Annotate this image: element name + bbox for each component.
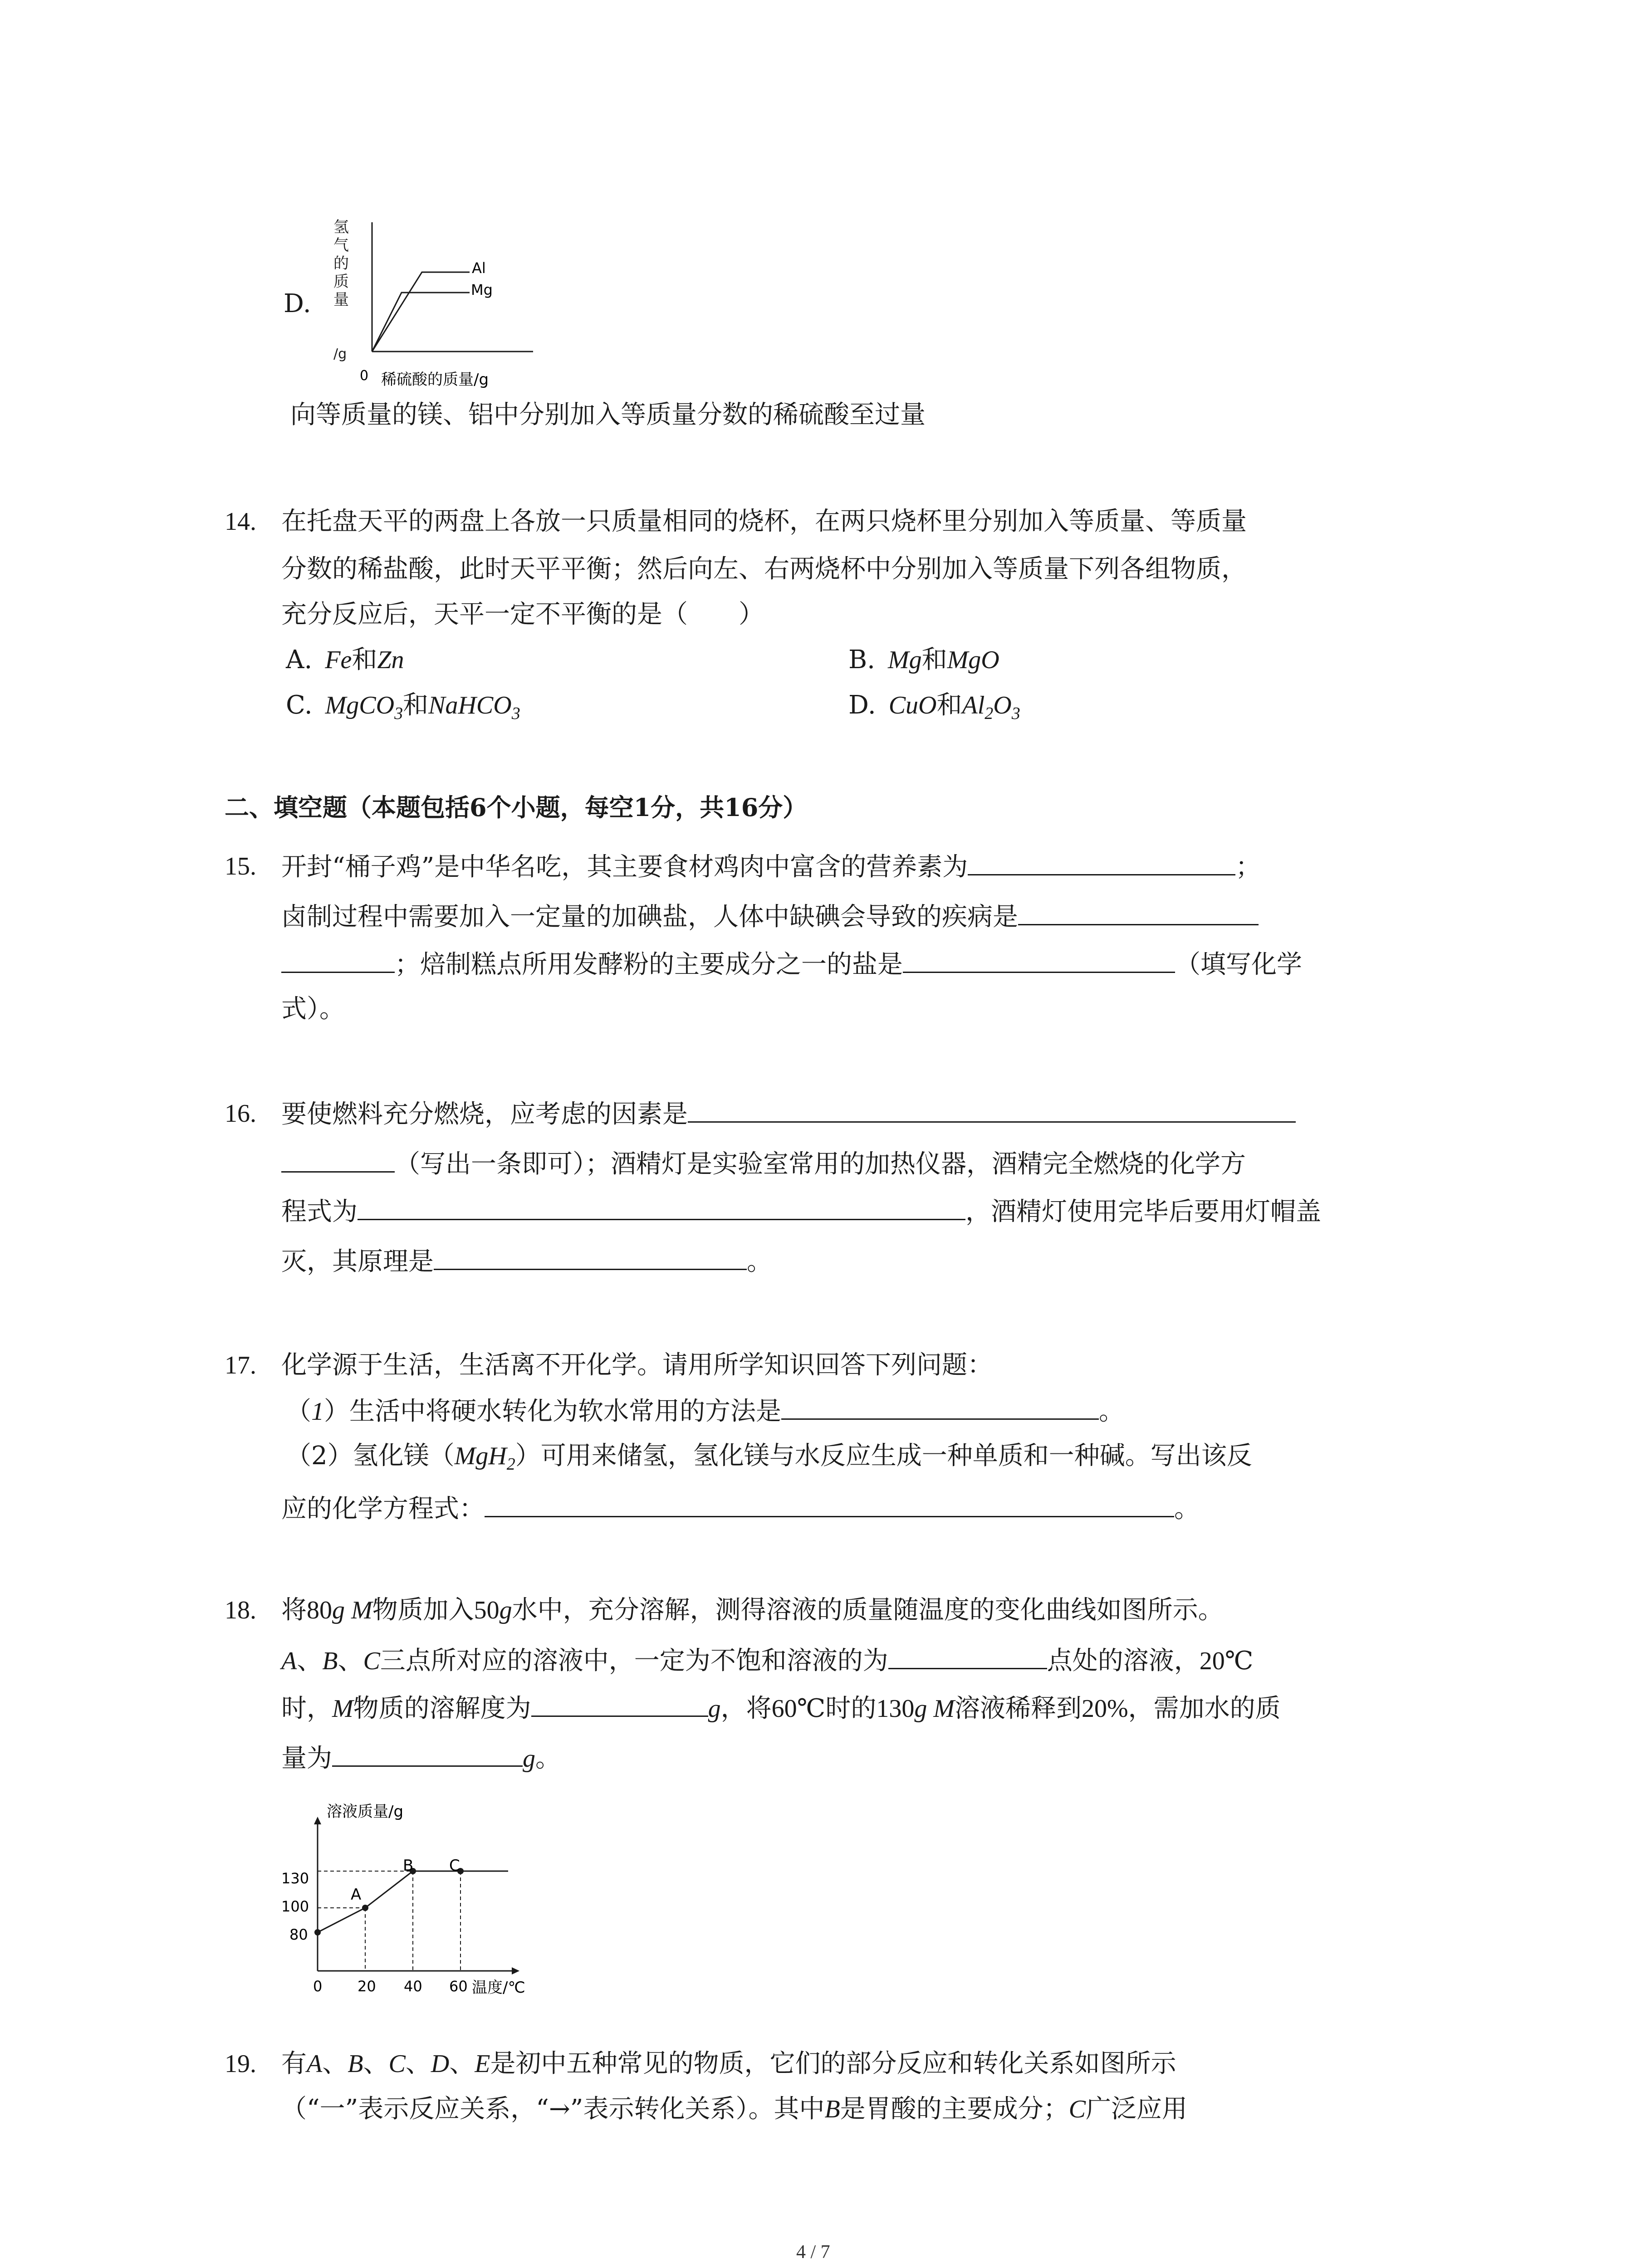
q13d-series-mg-label: Mg bbox=[471, 281, 493, 298]
q16-blank-1a[interactable] bbox=[688, 1098, 1296, 1123]
q19-l1-sep1: 、 bbox=[322, 2049, 348, 2078]
q15-line-4: 式）。 bbox=[281, 994, 345, 1024]
q18-point-start bbox=[314, 1929, 321, 1936]
q18-number: 18. bbox=[225, 1596, 256, 1624]
q18-point-label-c: C bbox=[449, 1857, 460, 1875]
q16-l4-text-b: 。 bbox=[747, 1247, 772, 1276]
q14-d-label: D. bbox=[848, 690, 876, 720]
q13-option-d-label: D. bbox=[284, 289, 311, 318]
q14-d-he: 和 bbox=[936, 690, 962, 720]
q18-l3-c: ，将 bbox=[720, 1694, 772, 1723]
q18-xtick-0: 0 bbox=[313, 1978, 323, 1995]
q19-l1-C: C bbox=[388, 2050, 406, 2078]
q14-a-label: A. bbox=[286, 645, 313, 675]
q17-blank-1[interactable] bbox=[781, 1395, 1099, 1420]
q18-l3-n1: 60℃ bbox=[771, 1695, 826, 1723]
q18-blank-2[interactable] bbox=[531, 1692, 708, 1717]
q17-line-3 bbox=[286, 1440, 1252, 1472]
q17-l2-index: 1 bbox=[311, 1398, 324, 1426]
q18-point-label-a: A bbox=[351, 1886, 362, 1904]
q19-l1-B: B bbox=[348, 2050, 363, 2078]
q14-d-f1: CuO bbox=[888, 691, 937, 719]
q15-blank-3[interactable] bbox=[903, 948, 1175, 973]
q18-l1-b: 物质加入 bbox=[372, 1595, 474, 1625]
q18-l2-b: 点处的溶液， bbox=[1047, 1646, 1200, 1676]
q15-line-2 bbox=[281, 900, 1259, 933]
q16-l3-text-b: ，酒精灯使用完毕后要用灯帽盖 bbox=[965, 1197, 1321, 1227]
q18-chart-x-arrow bbox=[512, 1967, 519, 1975]
q16-blank-3[interactable] bbox=[434, 1245, 747, 1270]
q18-xtick-40: 40 bbox=[404, 1978, 422, 1995]
q19-l1-A: A bbox=[307, 2050, 323, 2078]
q16-l4-text-a: 灭，其原理是 bbox=[281, 1247, 434, 1276]
q14-c-f1: MgCO bbox=[325, 691, 395, 719]
q18-line-4 bbox=[281, 1742, 561, 1774]
q18-chart bbox=[268, 1796, 549, 2000]
q18-blank-1[interactable] bbox=[888, 1644, 1047, 1669]
q13d-origin: 0 bbox=[360, 368, 369, 384]
q18-l3-b: 物质的溶解度为 bbox=[353, 1694, 531, 1723]
q18-l2-B: B bbox=[322, 1647, 338, 1675]
q17-line-4 bbox=[281, 1492, 1200, 1525]
q18-l3-m2: M bbox=[933, 1695, 955, 1723]
q13d-x-label: 稀硫酸的质量/g bbox=[381, 371, 489, 389]
q19-l1-sep3: 、 bbox=[405, 2049, 431, 2078]
q15-l2-text: 卤制过程中需要加入一定量的加碘盐，人体中缺碘会导致的疾病是 bbox=[281, 902, 1018, 932]
q18-l4-u: g bbox=[523, 1745, 535, 1773]
q19-l2-B: B bbox=[824, 2095, 840, 2123]
q14-d-f2a: Al bbox=[962, 691, 985, 719]
q14-c-he: 和 bbox=[403, 690, 429, 720]
q18-line-3 bbox=[281, 1692, 1281, 1725]
q18-l2-n: 20℃ bbox=[1199, 1647, 1254, 1675]
page-number: 4 / 7 bbox=[796, 2242, 830, 2263]
q14-option-a[interactable] bbox=[286, 644, 404, 676]
q19-l1-b: 是初中五种常见的物质，它们的部分反应和转化关系如图所示 bbox=[490, 2049, 1176, 2078]
q13d-y-char-4: 质 bbox=[333, 273, 349, 291]
q18-point-a bbox=[362, 1905, 368, 1911]
q17-line-1: 化学源于生活，生活离不开化学。请用所学知识回答下列问题： bbox=[281, 1350, 993, 1380]
q19-l1-sep2: 、 bbox=[363, 2049, 389, 2078]
q15-blank-1[interactable] bbox=[968, 850, 1235, 875]
q18-l2-sep1: 、 bbox=[297, 1646, 323, 1676]
q19-line-1 bbox=[281, 2048, 1176, 2080]
q13d-line-al bbox=[372, 272, 470, 352]
q16-line-2 bbox=[281, 1148, 1246, 1180]
q18-l1-u2: g bbox=[499, 1596, 512, 1624]
q14-c-f1-sub: 3 bbox=[394, 704, 403, 723]
q18-l3-a: 时， bbox=[281, 1694, 332, 1723]
q18-ytick-130: 130 bbox=[281, 1870, 309, 1887]
q13d-chart bbox=[324, 213, 542, 404]
q18-l3-e: 溶液稀释到 bbox=[954, 1694, 1082, 1723]
q16-l3-text-a: 程式为 bbox=[281, 1197, 358, 1227]
q19-l2-b: 是胃酸的主要成分； bbox=[840, 2094, 1069, 2124]
q18-l1-u1: g bbox=[332, 1596, 345, 1624]
section-2-title: 二、填空题（本题包括6个小题，每空1分，共16分） bbox=[225, 793, 808, 822]
q17-line-2 bbox=[286, 1395, 1124, 1427]
q18-l3-n2: 130 bbox=[876, 1695, 915, 1723]
q18-l2-sep2: 、 bbox=[338, 1646, 363, 1676]
q17-l3-open: （2）氢化镁（ bbox=[286, 1441, 455, 1471]
q15-blank-2b[interactable] bbox=[281, 948, 395, 973]
q17-blank-2[interactable] bbox=[485, 1492, 1174, 1517]
q14-c-f2-sub: 3 bbox=[511, 704, 520, 723]
q18-l1-a: 将 bbox=[281, 1595, 307, 1625]
q18-ytick-80: 80 bbox=[289, 1926, 308, 1943]
q19-l2-C: C bbox=[1068, 2095, 1086, 2123]
q18-l1-m: M bbox=[351, 1596, 372, 1624]
q18-l4-end: 。 bbox=[535, 1744, 561, 1773]
q13d-y-char-5: 量 bbox=[333, 291, 349, 309]
q14-d-f2s1: 2 bbox=[985, 704, 994, 723]
q16-l1-text: 要使燃料充分燃烧，应考虑的因素是 bbox=[281, 1100, 688, 1129]
q13d-y-char-2: 气 bbox=[333, 236, 349, 254]
q14-number: 14. bbox=[225, 508, 256, 536]
q14-d-f2s2: 3 bbox=[1011, 704, 1020, 723]
q18-ytick-100: 100 bbox=[281, 1898, 309, 1915]
q18-chart-plot bbox=[314, 1868, 508, 1971]
q18-xtick-20: 20 bbox=[358, 1978, 376, 1995]
q18-chart-y-title: 溶液质量/g bbox=[327, 1803, 404, 1821]
q18-chart-x-title: 温度/℃ bbox=[472, 1979, 525, 1997]
q17-l2-text: ）生活中将硬水转化为软水常用的方法是 bbox=[324, 1397, 781, 1426]
q15-number: 15. bbox=[225, 852, 256, 880]
q15-line-1 bbox=[281, 850, 1261, 883]
q15-l3-text: ；焙制糕点所用发酵粉的主要成分之一的盐是 bbox=[395, 950, 903, 979]
q14-line-1: 在托盘天平的两盘上各放一只质量相同的烧杯，在两只烧杯里分别加入等质量、等质量 bbox=[281, 507, 1247, 536]
q18-l1-c: 水中，充分溶解，测得溶液的质量随温度的变化曲线如图所示。 bbox=[512, 1595, 1224, 1625]
q18-point-label-b: B bbox=[403, 1857, 414, 1875]
q17-l4-end: 。 bbox=[1174, 1494, 1200, 1524]
q14-b-f2: MgO bbox=[947, 646, 999, 674]
q18-l3-m: M bbox=[332, 1695, 353, 1723]
q18-l3-u: g bbox=[708, 1695, 721, 1723]
q17-number: 17. bbox=[225, 1351, 256, 1379]
q14-line-2: 分数的稀盐酸，此时天平平衡；然后向左、右两烧杯中分别加入等质量下列各组物质， bbox=[281, 554, 1247, 584]
q17-l3-text: ）可用来储氢，氢化镁与水反应生成一种单质和一种碱。写出该反 bbox=[515, 1441, 1252, 1471]
q13d-y-label bbox=[333, 218, 349, 362]
q19-l1-sep4: 、 bbox=[449, 2049, 475, 2078]
q18-l1-n2: 50 bbox=[474, 1596, 500, 1624]
q16-number: 16. bbox=[225, 1100, 256, 1128]
q16-line-1 bbox=[281, 1098, 1296, 1130]
q16-line-4 bbox=[281, 1245, 772, 1278]
q15-l1-end: ； bbox=[1235, 852, 1261, 882]
q14-option-d[interactable] bbox=[848, 689, 1020, 721]
q13d-y-char-3: 的 bbox=[333, 254, 349, 273]
q18-line-2 bbox=[281, 1644, 1253, 1677]
q14-d-f2b: O bbox=[993, 691, 1012, 719]
q16-l2-text: （写出一条即可）；酒精灯是实验室常用的加热仪器，酒精完全燃烧的化学方 bbox=[395, 1149, 1246, 1179]
q18-l3-d: 时的 bbox=[825, 1694, 877, 1723]
q17-l2-end: 。 bbox=[1099, 1397, 1124, 1426]
q14-a-f2: Zn bbox=[377, 646, 404, 674]
q14-b-f1: Mg bbox=[887, 646, 922, 674]
q14-option-b[interactable] bbox=[848, 644, 999, 676]
q14-b-label: B. bbox=[848, 645, 875, 675]
q18-l2-A: A bbox=[281, 1647, 297, 1675]
q19-l2-a: （“一”表示反应关系，“→”表示转化关系）。其中 bbox=[281, 2094, 825, 2124]
q14-a-f1: Fe bbox=[325, 646, 352, 674]
q13d-line-mg bbox=[372, 293, 470, 352]
q14-line-3: 充分反应后，天平一定不平衡的是（ ） bbox=[281, 600, 764, 629]
q17-l3-formula: MgH bbox=[454, 1442, 507, 1470]
q19-line-2 bbox=[281, 2093, 1187, 2125]
q17-l3-sub: 2 bbox=[506, 1455, 515, 1474]
q18-l1-n1: 80 bbox=[307, 1596, 332, 1624]
q15-line-3 bbox=[281, 948, 1302, 981]
q19-l1-E: E bbox=[475, 2050, 490, 2078]
q16-blank-1b[interactable] bbox=[281, 1148, 395, 1173]
q13d-series-al-label: Al bbox=[472, 259, 486, 277]
q19-number: 19. bbox=[225, 2050, 256, 2078]
q18-l3-f: ，需加水的质 bbox=[1128, 1694, 1281, 1723]
q18-line-1 bbox=[281, 1594, 1224, 1626]
q18-l4-a: 量为 bbox=[281, 1744, 332, 1773]
q18-l2-a: 三点所对应的溶液中，一定为不饱和溶液的为 bbox=[380, 1646, 888, 1676]
q13d-caption: 向等质量的镁、铝中分别加入等质量分数的稀硫酸至过量 bbox=[290, 400, 926, 430]
q14-option-c[interactable] bbox=[286, 689, 520, 721]
q19-l1-D: D bbox=[431, 2050, 450, 2078]
q14-a-he: 和 bbox=[352, 645, 377, 675]
q14-b-he: 和 bbox=[921, 645, 947, 675]
q13d-y-char-1: 氢 bbox=[333, 218, 349, 236]
q18-chart-y-arrow bbox=[314, 1817, 321, 1824]
q15-l3-end: （填写化学 bbox=[1175, 950, 1302, 979]
q15-blank-2a[interactable] bbox=[1018, 900, 1259, 925]
q17-l2-open: （ bbox=[286, 1397, 311, 1426]
q19-l2-c: 广泛应用 bbox=[1086, 2094, 1188, 2124]
q18-l2-C: C bbox=[363, 1647, 380, 1675]
q19-l1-a: 有 bbox=[281, 2049, 307, 2078]
q18-blank-3[interactable] bbox=[332, 1742, 523, 1767]
q17-l4-text: 应的化学方程式： bbox=[281, 1494, 485, 1524]
q16-blank-2[interactable] bbox=[358, 1195, 965, 1220]
q14-c-f2: NaHCO bbox=[428, 691, 512, 719]
q18-xtick-60: 60 bbox=[449, 1978, 468, 1995]
q18-l3-u2: g bbox=[914, 1695, 927, 1723]
q14-c-label: C. bbox=[286, 690, 313, 720]
q16-line-3 bbox=[281, 1195, 1321, 1228]
q15-l1-text: 开封“桶子鸡”是中华名吃，其主要食材鸡肉中富含的营养素为 bbox=[281, 852, 968, 882]
q13d-y-unit: /g bbox=[333, 346, 347, 362]
q18-l3-n3: 20% bbox=[1081, 1695, 1128, 1723]
